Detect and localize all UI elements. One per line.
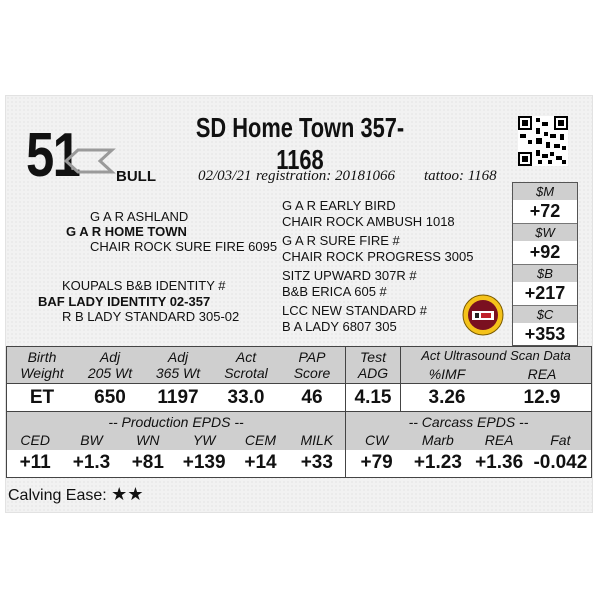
pap-label: PAP Score: [293, 349, 331, 381]
star-icon: ★: [127, 484, 144, 504]
pedigree-right-2: CHAIR ROCK AMBUSH 1018: [282, 214, 455, 229]
production-epd-label: MILK: [300, 432, 334, 448]
dollar-w-value: +92: [513, 241, 577, 265]
adj-205-value: 650: [94, 387, 126, 408]
production-epds-label: -- Production EPDS --: [108, 414, 244, 430]
production-epd-label: CEM: [244, 432, 277, 448]
certification-seal-icon: [462, 294, 504, 336]
registration: registration: 20181066: [256, 168, 396, 184]
dollar-c-label: $C: [513, 306, 577, 323]
adg-label: Test ADG: [357, 349, 389, 381]
production-epd-label: YW: [192, 432, 216, 448]
production-epd-label: WN: [136, 432, 160, 448]
pedigree-right-6: B&B ERICA 605 #: [282, 284, 387, 299]
birth-date: 02/03/21: [198, 168, 252, 184]
carcass-epd-value: +1.23: [413, 452, 462, 473]
dam: BAF LADY IDENTITY 02-357: [38, 294, 211, 309]
dam-dam: R B LADY STANDARD 305-02: [62, 309, 240, 324]
divider: [7, 383, 591, 384]
carcass-epd-value: -0.042: [533, 452, 588, 473]
rea-value: 12.9: [523, 387, 561, 408]
carcass-epd-label: Marb: [421, 432, 454, 448]
production-epd-label: BW: [80, 432, 103, 448]
production-epd-value: +81: [131, 452, 164, 473]
calving-ease: [8, 484, 143, 505]
pedigree-right-3: G A R SURE FIRE #: [282, 233, 400, 248]
production-epd-label: CED: [20, 432, 50, 448]
dam-sire: KOUPALS B&B IDENTITY #: [62, 278, 226, 293]
adj-205-label: Adj 205 Wt: [87, 349, 133, 381]
dollar-b-value: +217: [513, 282, 577, 306]
calving-ease-label: Calving Ease:: [8, 487, 107, 504]
birth-weight-value: ET: [29, 387, 55, 408]
pedigree-right-1: G A R EARLY BIRD: [282, 198, 396, 213]
dollar-index-box: [512, 182, 578, 346]
production-epd-value: +14: [244, 452, 277, 473]
dollar-w-label: $W: [513, 224, 577, 241]
production-epd-value: +1.3: [72, 452, 111, 473]
dollar-m-value: +72: [513, 200, 577, 224]
rea-label: REA: [527, 366, 557, 382]
adj-365-value: 1197: [157, 387, 199, 408]
birth-weight-label: Birth Weight: [20, 349, 64, 381]
dollar-c-value: +353: [524, 324, 566, 344]
imf-label: %IMF: [428, 366, 466, 382]
dollar-m-label: $M: [513, 183, 577, 200]
pap-value: 46: [301, 387, 323, 408]
scrotal-label: Act Scrotal: [224, 349, 268, 381]
star-icon: ★: [111, 484, 128, 504]
carcass-epd-value: +1.36: [475, 452, 524, 473]
logo-icon: [62, 146, 116, 176]
sire: G A R HOME TOWN: [66, 224, 187, 239]
lot-number: 51: [26, 121, 80, 190]
qr-code-icon: [518, 116, 568, 166]
imf-value: 3.26: [428, 387, 466, 408]
pedigree-right-4: CHAIR ROCK PROGRESS 3005: [282, 249, 474, 264]
adg-value: 4.15: [354, 387, 392, 408]
ultrasound-label: Act Ultrasound Scan Data: [421, 348, 571, 363]
sex: BULL: [116, 168, 156, 185]
production-epd-value: +139: [182, 452, 226, 473]
production-epd-value: +11: [19, 452, 51, 473]
carcass-epd-label: Fat: [550, 432, 571, 448]
calving-ease-stars: [111, 484, 144, 504]
production-epd-value: +33: [300, 452, 333, 473]
pedigree-right-5: SITZ UPWARD 307R #: [282, 268, 417, 283]
carcass-epds-label: -- Carcass EPDS --: [408, 414, 529, 430]
scrotal-value: 33.0: [227, 387, 265, 408]
carcass-epd-label: REA: [484, 432, 514, 448]
adj-365-label: Adj 365 Wt: [155, 349, 201, 381]
performance-table: [6, 346, 592, 478]
divider: [400, 347, 401, 411]
dollar-b-label: $B: [513, 265, 577, 282]
sire-dam: CHAIR ROCK SURE FIRE 6095: [90, 239, 278, 254]
tattoo: tattoo: 1168: [424, 168, 497, 184]
carcass-epd-value: +79: [360, 452, 393, 473]
sire-sire: G A R ASHLAND: [90, 209, 189, 224]
pedigree-right-7: LCC NEW STANDARD #: [282, 303, 427, 318]
carcass-epd-label: CW: [364, 432, 389, 448]
pedigree-right-8: B A LADY 6807 305: [282, 319, 397, 334]
animal-name: SD Home Town 357-1168: [195, 112, 405, 175]
